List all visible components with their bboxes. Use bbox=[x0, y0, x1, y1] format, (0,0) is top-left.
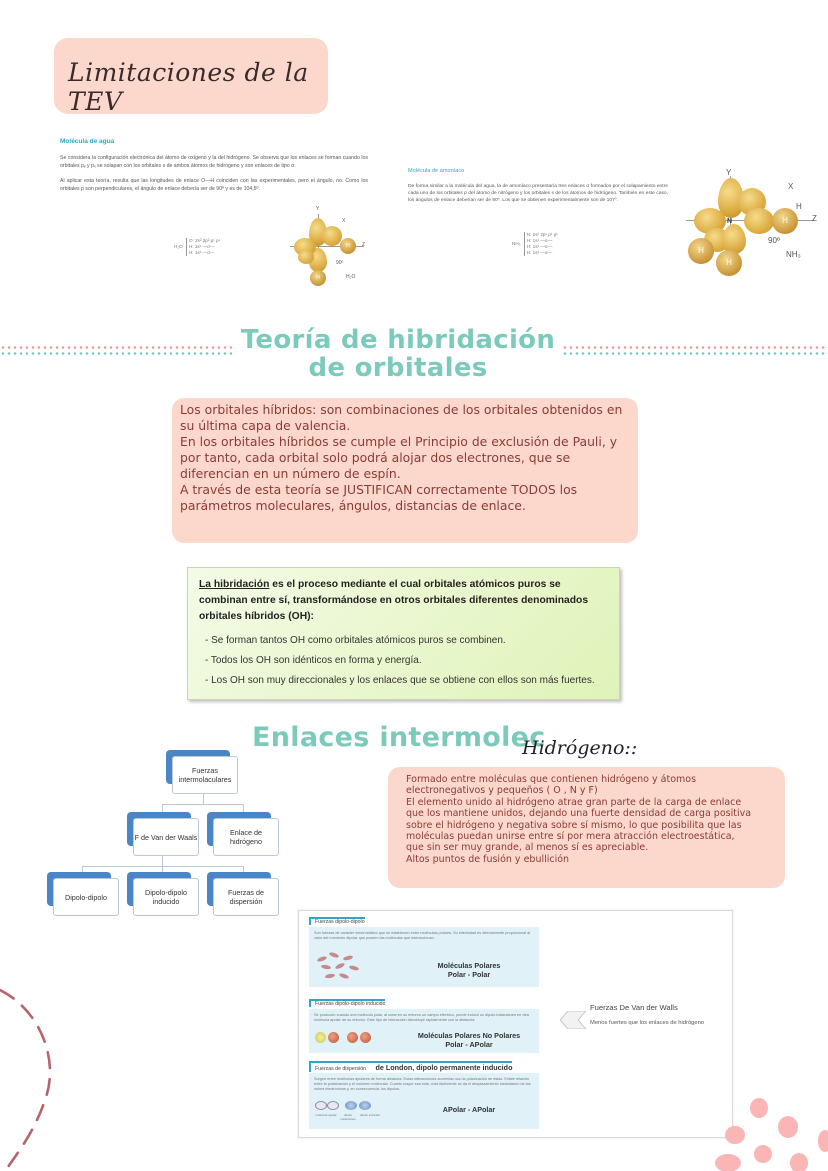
water-h-atom-1: H bbox=[340, 238, 356, 254]
decorative-dashed-arc bbox=[0, 980, 70, 1171]
force-heading-induced: Fuerzas dipolo-dipolo inducido bbox=[309, 999, 385, 1007]
title-text: Limitaciones de la TEV bbox=[68, 58, 309, 116]
hybrid-orbitals-box: Los orbitales híbridos: son combinaciones de los orbitales obtenidos en su última capa de valencia. En los orbitales híbridos se cumple el Principio de exclusión de Pauli, y por tanto, cada orbital solo podrá alojar dos electrones, que se diferencian en un número de espín. A través de esta teoría se JUSTIFICAN correctamente TODOS los parámetros moleculares, ángulos, distancias de enlace. bbox=[172, 398, 638, 543]
force-heading-dispersion: Fuerzas de dispersión de London, dipolo permanente inducido bbox=[309, 1061, 512, 1072]
hydrogen-heading: Hidrógeno:: bbox=[522, 737, 638, 759]
intermolecular-section-title: Enlaces intermolec bbox=[252, 722, 546, 753]
hybridization-item: - Los OH son muy direccionales y los enlaces que se obtiene con ellos son más fuertes. bbox=[205, 675, 595, 686]
ammonia-config bbox=[512, 232, 558, 256]
water-config-lines: O: 2s² 2p² p¹ p¹ H: 1s¹ —σ— H: 1s¹ —σ— bbox=[186, 238, 220, 256]
water-para-1: Se considera la configuración electrónica del átomo de oxígeno y la del hidrógeno. Se observa que los enlaces se forman cuando los orbitales pᵧ y pₓ se solapan con los orbitales s de ambos átomos de hidrógeno y son enlaces de tipo σ. bbox=[60, 155, 368, 169]
ammonia-config-lines: N: 2s² 2p¹ p¹ p¹ H: 1s¹ —σ— H: 1s¹ —σ— H: 1s¹ —σ— bbox=[524, 232, 558, 256]
water-formula: H₂O bbox=[174, 244, 183, 249]
hybridization-item: - Se forman tantos OH como orbitales atómicos puros se combinen. bbox=[205, 635, 506, 646]
water-orbital-diagram: H H Y X Z 90º H₂O bbox=[282, 212, 372, 290]
force-panel-dispersion: Surgen entre moléculas apolares de forma aleatoria. Estas interacciones aumentan con la polarización de estas. Existe relación entre la polarización y el volumen molecular. Cuanto mayor sea este, más fácilmente se da el desplazamiento instantáneo de las nubes electrónicas y, en consecuencia, los dipolos. molécula apolar dipolo instantáneo dipolo inducido APolar - APolar bbox=[309, 1073, 539, 1129]
dispersion-molecules-icon: molécula apolar dipolo instantáneo dipolo inducido bbox=[315, 1101, 385, 1127]
hybridization-term: La hibridación bbox=[199, 579, 270, 590]
ammonia-orbital-diagram: H H H N Y X Z H 90º NH₃ bbox=[682, 172, 822, 280]
hybrid-section-title: Teoría de hibridación de orbitales bbox=[240, 325, 556, 383]
ammonia-formula: NH₃ bbox=[512, 241, 521, 246]
water-h-atom-2: H bbox=[310, 270, 326, 286]
force-heading-dipole: Fuerzas dipolo-dipolo bbox=[309, 917, 365, 925]
ammonia-h-atom-2: H bbox=[688, 238, 714, 264]
ammonia-section bbox=[408, 168, 668, 204]
water-heading: Molécula de agua bbox=[60, 138, 115, 145]
water-section bbox=[60, 138, 368, 193]
hybridization-definition-box bbox=[187, 567, 620, 700]
ammonia-h-atom-1: H bbox=[772, 208, 798, 234]
induced-molecules-icon bbox=[315, 1031, 379, 1045]
title-card bbox=[54, 38, 328, 114]
hydrogen-bond-box: Formado entre moléculas que contienen hidrógeno y átomos electronegativos y pequeños ( O , N y F) El elemento unido al hidrógeno atrae gran parte de la carga de enlace que los mantiene unidos, dejando una fuerte densidad de carga positiva sobre el hidrógeno y negativa sobre sí mismo, lo que posibilita que las moléculas puedan unirse entre sí por mera atracción electroestática, que sin ser muy grande, al menos sí es apreciable. Altos puntos de fusión y ebullición bbox=[388, 767, 785, 888]
hybridization-item: - Todos los OH son idénticos en forma y energía. bbox=[205, 655, 422, 666]
hybridization-intro: La hibridación es el proceso mediante el cual orbitales atómicos puros se combinan entre sí, transformándose en otros orbitales diferentes denominados orbitales híbridos (OH): bbox=[199, 579, 589, 622]
force-panel-induced: Se producen cuando una molécula polar, al crear en su entorno un campo eléctrico, puede inducir un dipolo instantáneo en otra molécula apolar de su entorno. Este tipo de interacción disminuye rápidamente con la distancia. Moléculas Polares No Polares Polar - APolar bbox=[309, 1009, 539, 1053]
water-config bbox=[174, 238, 220, 256]
force-panel-dipole: Son fuerzas de carácter electrostático que se establecen entre moléculas polares. Su intensidad es directamente proporcional al valor del momento dipolar que poseen las moléculas que interaccionan. Moléculas Polares Polar - Polar bbox=[309, 927, 539, 987]
ammonia-heading: Molécula de amoníaco bbox=[408, 168, 465, 174]
divider-dots-left bbox=[0, 346, 232, 356]
polar-molecules-icon bbox=[317, 953, 361, 981]
dispersion-extra: de London, dipolo permanente inducido bbox=[375, 1063, 513, 1072]
ammonia-para-1: De forma similar a la molécula del agua, la de amoníaco presentaría tres enlaces σ formados por el solapamiento entre cada uno de los orbitales p del átomo de nitrógeno y los orbitales s de los átomos de hidrógeno. También en este caso, los ángulos de enlace deberían ser de 90º. Los que se obtienen experimentalmente son de 107º. bbox=[408, 184, 668, 203]
chevron-left-icon bbox=[560, 1011, 586, 1029]
water-para-2: Al aplicar esta teoría, resulta que las longitudes de enlace O—H coinciden con las experimentales, pero el ángulo, no. Como los orbitales p son perpendiculares, el ángulo de enlace debería ser de 90º y es de 104,5º. bbox=[60, 178, 368, 192]
divider-dots-right bbox=[562, 346, 828, 356]
ammonia-h-atom-3: H bbox=[716, 250, 742, 276]
